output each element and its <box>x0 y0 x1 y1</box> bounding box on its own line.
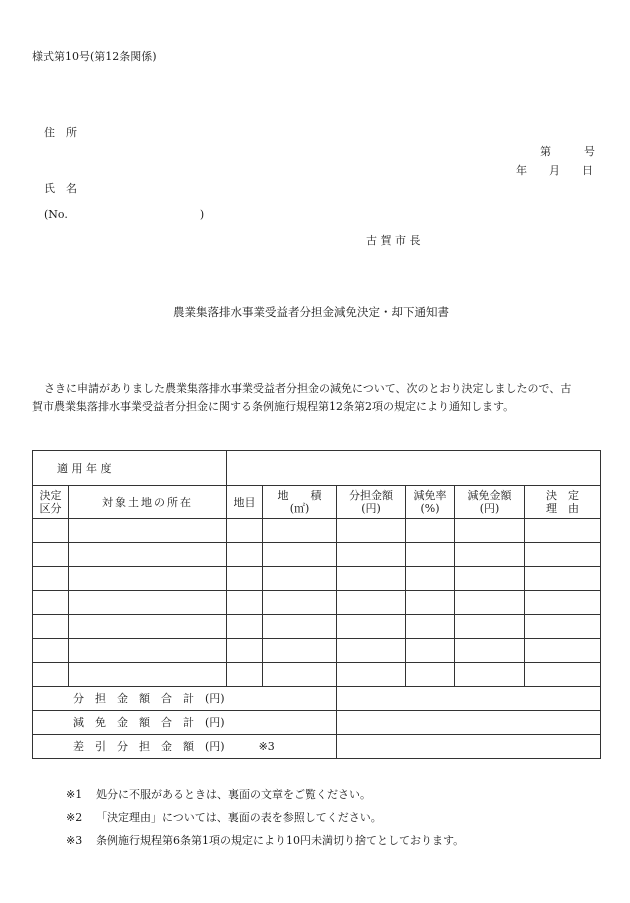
applicable-year-value <box>227 451 601 486</box>
reduction-table <box>32 450 601 759</box>
name-label: 氏 名 <box>44 182 77 195</box>
address-label: 住 所 <box>44 126 77 139</box>
header-area: 地 積 (㎡) <box>263 486 337 519</box>
document-title: 農業集落排水事業受益者分担金減免決定・却下通知書 <box>173 305 449 319</box>
form-number: 様式第10号(第12条関係) <box>32 50 157 63</box>
table-row <box>33 615 601 639</box>
body-text-line-2: 賀市農業集落排水事業受益者分担金に関する条例施行規程第12条第2項の規定により通知します。 <box>32 400 515 413</box>
total-reduction-label: 減 免 金 額 合 計 (円) <box>33 711 337 735</box>
total-reduction-value <box>337 711 601 735</box>
table-row <box>33 591 601 615</box>
header-rate: 減免率 (%) <box>406 486 455 519</box>
header-land-type: 地目 <box>227 486 263 519</box>
net-amount-note-mark: ※3 <box>258 740 275 753</box>
issuer: 古 賀 市 長 <box>366 234 421 247</box>
net-amount-value <box>337 735 601 759</box>
total-amount-value <box>337 687 601 711</box>
net-amount-label: 差 引 分 担 金 額 (円) ※3 <box>33 735 337 759</box>
table-row <box>33 567 601 591</box>
header-reason: 決 定 理 由 <box>525 486 601 519</box>
issue-date: 年 月 日 <box>516 164 593 177</box>
body-text-line-1: さきに申請がありました農業集落排水事業受益者分担金の減免について、次のとおり決定しましたので、古 <box>44 382 572 395</box>
applicable-year-label: 適 用 年 度 <box>33 451 227 486</box>
header-reduction: 減免金額 (円) <box>455 486 525 519</box>
note-1: ※1 処分に不服があるときは、裏面の文章をご覧ください。 <box>66 788 371 801</box>
document-number: 第 号 <box>540 145 595 158</box>
note-3: ※3 条例施行規程第6条第1項の規定により10円未満切り捨てとしております。 <box>66 834 465 847</box>
total-amount-label: 分 担 金 額 合 計 (円) <box>33 687 337 711</box>
table-row <box>33 663 601 687</box>
header-decision-class: 決定 区分 <box>33 486 69 519</box>
table-row <box>33 543 601 567</box>
header-amount: 分担金額 (円) <box>337 486 406 519</box>
note-2: ※2 「決定理由」については、裏面の表を参照してください。 <box>66 811 382 824</box>
header-location: 対象土地の所在 <box>69 486 227 519</box>
table-row <box>33 519 601 543</box>
number-field: (No. ) <box>44 208 205 221</box>
table-row <box>33 639 601 663</box>
